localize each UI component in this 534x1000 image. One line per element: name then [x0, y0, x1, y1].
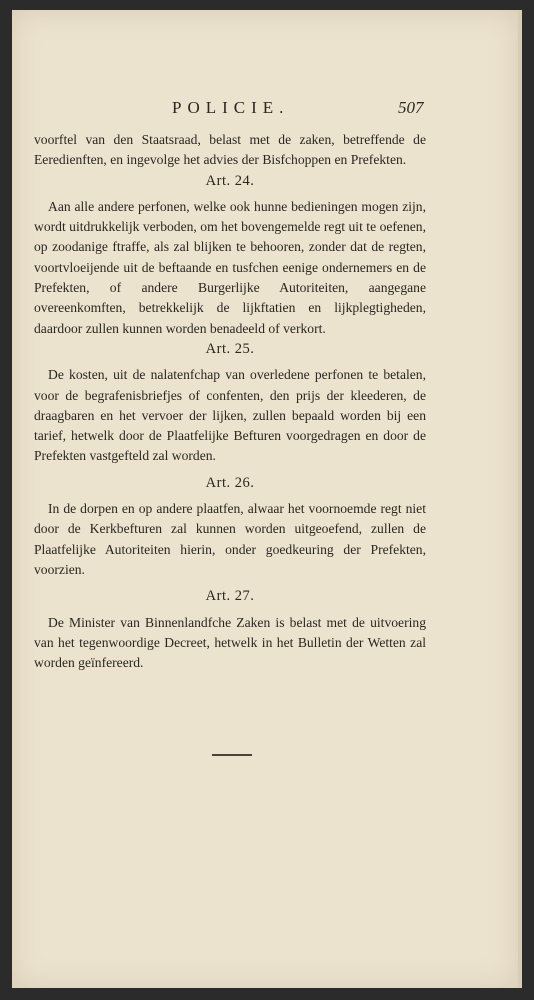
article-27-text: De Minister van Binnenlandfche Zaken is belast met de uitvoering van het tegenwoordige Decreet, hetwelk in het Bulletin der Wetten zal worden geïnfereerd. — [34, 614, 426, 671]
page-body — [34, 130, 426, 673]
article-26-heading: Art. 26. — [205, 474, 255, 491]
article-24-text: Aan alle andere perfonen, welke ook hunne bedieningen mogen zijn, wordt uitdrukkelijk verboden, om het bovengemelde regt uit te oefenen, op zoodanige ftraffe, als zal blijken te behooren, zonder dat de regten, voortvloeijende uit de beftaande en tusfchen eenige ondernemers en de Prefekten, of andere Burgerlijke Autoriteiten, aangegane overeenkomften, betrekkelijk de lijkftatien en lijkplegtigheden, daardoor zullen kunnen worden benadeeld of verkort. — [34, 198, 426, 336]
running-title: POLICIE. — [172, 98, 290, 117]
page-edge — [518, 10, 522, 988]
book-page — [12, 10, 518, 988]
intro-paragraph: voorftel van den Staatsraad, belast met de zaken, betreffende de Eeredienften, en ingevolge het advies der Bisfchoppen en Prefekten. — [34, 132, 426, 168]
running-header — [12, 98, 518, 120]
page-number: 507 — [398, 98, 424, 117]
article-24-heading: Art. 24. — [205, 172, 255, 189]
closing-rule — [212, 754, 252, 756]
article-25-text: De kosten, uit de nalatenfchap van overledene perfonen te betalen, voor de begrafenisbriefjes of confenten, den prijs der kleederen, de draagbaren en het vervoer der lijken, zullen bepaald worden bij een tarief, hetwelk door de Plaatfelijke Befturen voorgedragen en door de Prefekten vastgefteld zal worden. — [34, 367, 426, 464]
article-27-heading: Art. 27. — [205, 588, 255, 605]
article-25-heading: Art. 25. — [205, 340, 255, 357]
article-26-text: In de dorpen en op andere plaatfen, alwaar het voornoemde regt niet door de Kerkbefturen zal kunnen worden uitgeoefend, zullen de Plaatfelijke Autoriteiten hierin, onder goedkeuring der Prefekten, voorzien. — [34, 501, 426, 577]
